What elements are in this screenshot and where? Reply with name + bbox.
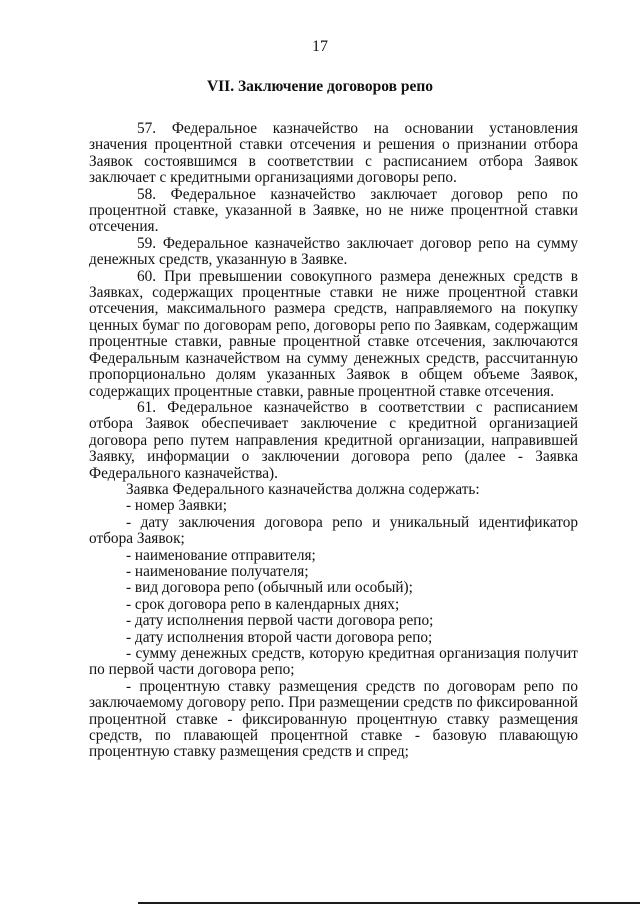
paragraph-59: 59. Федеральное казначейство заключает договор репо на сумму денежных средств, указанную в Заявке.	[89, 234, 578, 269]
list-item: - номер Заявки;	[126, 497, 227, 515]
document-body	[89, 121, 578, 761]
list-item: - процентную ставку размещения средств по договорам репо по заключаемому договору репо. При размещении средств по фиксированной процентной ставке - фиксированную процентную ставку размещения средств, по плавающей процентной ставке - базовую плавающую процентную ставку размещения средств и спред;	[89, 677, 578, 761]
list-item: - сумму денежных средств, которую кредитная организация получит по первой части договора репо;	[89, 645, 578, 679]
scan-edge-divider	[138, 902, 640, 904]
list-item: - дату исполнения второй части договора репо;	[126, 628, 433, 646]
paragraph-58: 58. Федеральное казначейство заключает договор репо по процентной ставке, указанной в Заявке, но не ниже процентной ставки отсечения.	[89, 185, 578, 236]
list-intro: Заявка Федерального казначейства должна содержать:	[126, 480, 480, 498]
list-item: - дату заключения договора репо и уникальный идентификатор отбора Заявок;	[89, 513, 578, 548]
section-heading: VII. Заключение договоров репо	[206, 78, 434, 95]
list-item: - наименование отправителя;	[126, 546, 316, 564]
paragraph-61: 61. Федеральное казначейство в соответствии с расписанием отбора Заявок обеспечивает заключение с кредитной организацией договора репо путем направления кредитной организации, направившей Заявку, информации о заключении договора репо (далее - Заявка Федерального казначейства).	[89, 398, 578, 482]
paragraph-60: 60. При превышении совокупного размера денежных средств в Заявках, содержащих процентные ставки не ниже процентной ставки отсечения, максимального размера средств, направляемого на покупку ценных бумаг по договорам репо, договоры репо по Заявкам, содержащим процентные ставки, равные процентной ставке отсечения, заключаются Федеральным казначейством на сумму денежных средств, рассчитанную пропорционально долям указанных Заявок в общем объеме Заявок, содержащих процентные ставки, равные процентной ставке отсечения.	[89, 267, 578, 400]
paragraph-57: 57. Федеральное казначейство на основании установления значения процентной ставки отсечения и решения о признании отбора Заявок состоявшимся в соответствии с расписанием отбора Заявок заключает с кредитными организациями договоры репо.	[89, 120, 578, 187]
list-item: - дату исполнения первой части договора репо;	[126, 612, 434, 630]
page-number: 17	[312, 38, 328, 55]
list-item: - срок договора репо в календарных днях;	[126, 595, 400, 613]
list-item: - вид договора репо (обычный или особый);	[126, 579, 413, 597]
list-item: - наименование получателя;	[126, 562, 309, 580]
